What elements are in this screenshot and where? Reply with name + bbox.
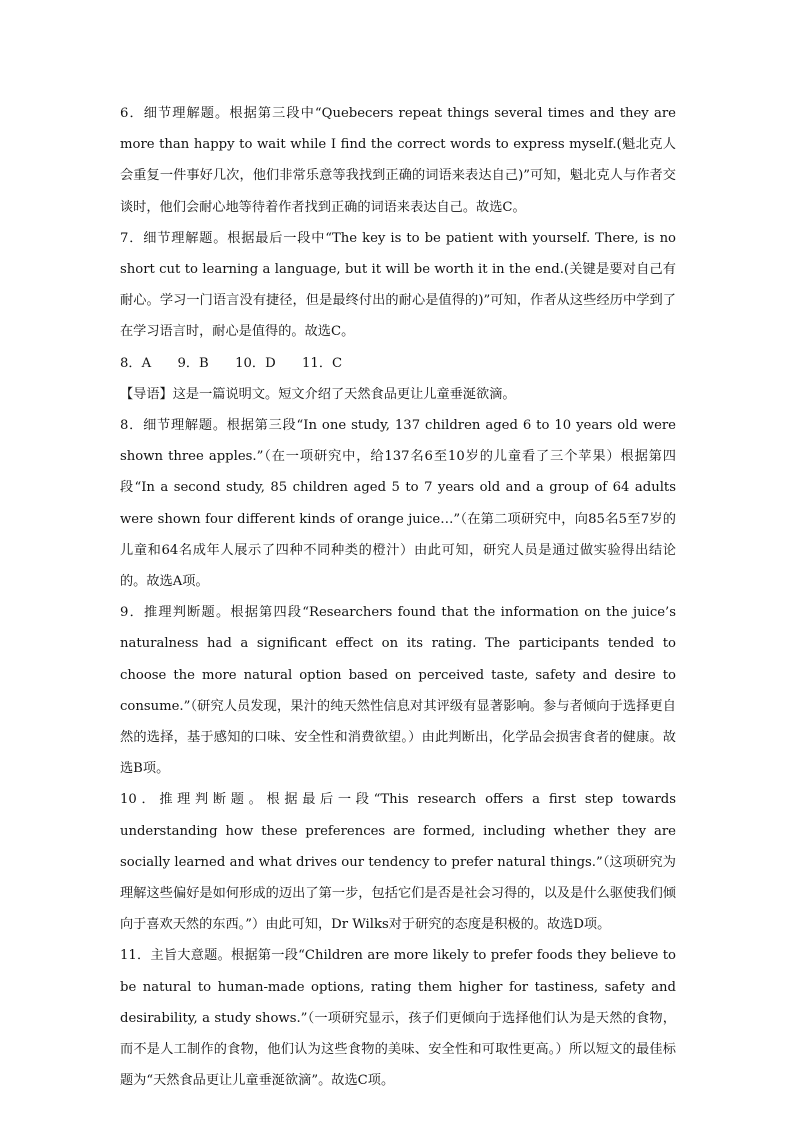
explanation-q10: 10．推理判断题。根据最后一段“This research offers a first step towards understanding how these preferences are formed, including whether they are socially learned and what drives our tendency to prefer natural things.”（这项研究为理解这些偏好是如何形成的迈出了第一步，包括它们是否是社会习得的，以及是什么驱使我们倾向于喜欢天然的东西。”）由此可知，Dr Wilks对于研究的态度是积极的。故选D项。 xyxy=(120,792,676,933)
explanation-q7: 7．细节理解题。根据最后一段中“The key is to be patient with yourself. There, is no short cut to learning a language, but it will be worth it in the end.(关键是要对自己有耐心。学习一门语言没有捷径，但是最终付出的耐心是值得的)”可知，作者从这些经历中学到了在学习语言时，耐心是值得的。故选C。 xyxy=(120,230,676,340)
answer-key-8-11: 8．A 9．B 10．D 11．C xyxy=(120,355,343,371)
explanation-q11: 11．主旨大意题。根据第一段“Children are more likely to prefer foods they believe to be natural to human-made options, rating them higher for tastiness, safety and desirability, a study shows.”（一项研究显示，孩子们更倾向于选择他们认为是天然的食物，而不是人工制作的食物，他们认为这些食物的美味、安全性和可取性更高。）所以短文的最佳标题为“天然食品更让儿童垂涎欲滴”。故选C项。 xyxy=(120,948,676,1089)
passage-introduction: 【导语】这是一篇说明文。短文介绍了天然食品更让儿童垂涎欲滴。 xyxy=(120,386,516,402)
answer-explanations xyxy=(120,98,676,1097)
explanation-q8: 8．细节理解题。根据第三段“In one study, 137 children aged 6 to 10 years old were shown three apples.”（在一项研究中，给137名6至10岁的儿童看了三个苹果）根据第四段“In a second study, 85 children aged 5 to 7 years old and a group of 64 adults were shown four different kinds of orange juice…”（在第二项研究中，向85名5至7岁的儿童和64名成年人展示了四种不同种类的橙汁）由此可知，研究人员是通过做实验得出结论的。故选A项。 xyxy=(120,418,676,590)
explanation-q6: 6．细节理解题。根据第三段中“Quebecers repeat things several times and they are more than happy to wait while I find the correct words to express myself.(魁北克人会重复一件事好几次，他们非常乐意等我找到正确的词语来表达自己)”可知，魁北克人与作者交谈时，他们会耐心地等待着作者找到正确的词语来表达自己。故选C。 xyxy=(120,106,676,215)
explanation-q9: 9．推理判断题。根据第四段“Researchers found that the information on the juice’s naturalness had a significant effect on its rating. The participants tended to choose the more natural option based on perceived taste, safety and desire to consume.”（研究人员发现，果汁的纯天然性信息对其评级有显著影响。参与者倾向于选择更自然的选择，基于感知的口味、安全性和消费欲望。）由此判断出，化学品会损害食者的健康。故选B项。 xyxy=(120,605,676,777)
